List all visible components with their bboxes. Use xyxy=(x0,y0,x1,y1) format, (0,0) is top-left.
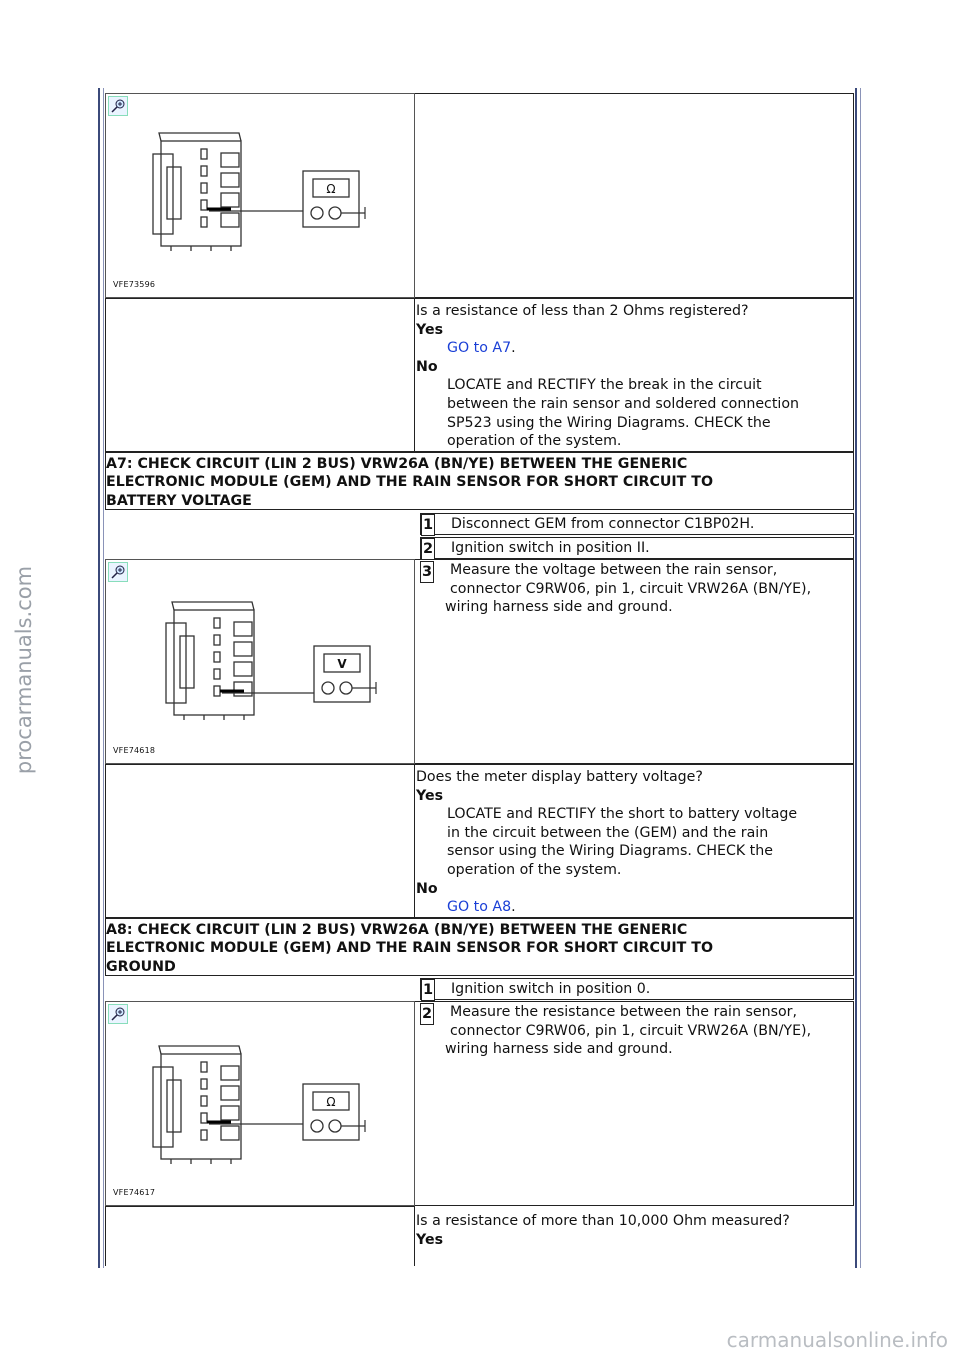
result-row-a7-left xyxy=(105,764,415,918)
question: Is a resistance of less than 2 Ohms registered? xyxy=(416,303,749,319)
page-left-rule-inner xyxy=(103,88,104,1268)
a6-result-text: Is a resistance of less than 2 Ohms registered? Yes GO to A7. No LOCATE and RECTIFY the break in the circuit between the rain sensor and soldered connection SP523 using the Wiring Diagrams. CHECK the operation of the system. xyxy=(416,302,852,451)
figure-1 xyxy=(105,93,415,298)
step-number: 1 xyxy=(421,979,435,1001)
result-row-a6-left xyxy=(105,298,415,452)
yes-label: Yes xyxy=(416,321,444,338)
figure-2 xyxy=(105,559,415,764)
step-number: 2 xyxy=(420,1003,434,1025)
page-left-rule xyxy=(98,88,100,1268)
zoom-icon[interactable] xyxy=(108,562,128,582)
meter-symbol: Ω xyxy=(326,1095,336,1109)
side-watermark: procarmanuals.com xyxy=(12,565,36,775)
bottom-watermark: carmanualsonline.info xyxy=(726,1328,948,1352)
zoom-icon[interactable] xyxy=(108,96,128,116)
yes-label: Yes xyxy=(416,787,444,804)
blank-cell xyxy=(415,93,854,298)
a7-step-1: 1 Disconnect GEM from connector C1BP02H. xyxy=(420,513,854,535)
figure-id: VFE73596 xyxy=(113,280,156,289)
a8-heading: A8: CHECK CIRCUIT (LIN 2 BUS) VRW26A (BN/YE) BETWEEN THE GENERIC ELECTRONIC MODULE (GEM) AND THE RAIN SENSOR FOR SHORT CIRCUIT TO GROUND xyxy=(105,918,854,976)
step-number: 1 xyxy=(421,514,435,536)
no-label: No xyxy=(416,880,438,897)
meter-symbol: Ω xyxy=(326,182,336,196)
connector-ohmmeter-diagram xyxy=(151,1042,451,1222)
yes-action: LOCATE and RECTIFY the short to battery voltage in the circuit between the (GEM) and the rain sensor using the Wiring Diagrams. CHECK the operation of the system. xyxy=(447,806,798,878)
connector-ohmmeter-diagram xyxy=(151,129,451,309)
result-row-a8-left xyxy=(105,1206,415,1266)
a7-result-text: Does the meter display battery voltage? Yes LOCATE and RECTIFY the short to battery voltage in the circuit between the (GEM) and the rain sensor using the Wiring Diagrams. CHECK the operation of the system. No GO to A8. xyxy=(416,768,852,917)
meter-symbol: V xyxy=(337,657,347,671)
figure-id: VFE74618 xyxy=(113,746,156,755)
page-right-rule-inner xyxy=(860,88,861,1268)
a8-result-text: Is a resistance of more than 10,000 Ohm measured? Yes xyxy=(416,1212,852,1249)
a7-step-2: 2 Ignition switch in position II. xyxy=(420,537,854,559)
go-to-a7-link[interactable]: GO to A7 xyxy=(447,340,512,357)
page-right-rule xyxy=(855,88,857,1268)
figure-3 xyxy=(105,1001,415,1206)
a7-heading: A7: CHECK CIRCUIT (LIN 2 BUS) VRW26A (BN/YE) BETWEEN THE GENERIC ELECTRONIC MODULE (GEM) AND THE RAIN SENSOR FOR SHORT CIRCUIT TO BATTERY VOLTAGE xyxy=(105,452,854,510)
a8-step-2-text: Measure the resistance between the rain sensor, connector C9RW06, pin 1, circuit VRW26A (BN/YE), wiring harness side and ground. xyxy=(445,1004,812,1058)
no-label: No xyxy=(416,358,438,375)
zoom-icon[interactable] xyxy=(108,1004,128,1024)
a8-step-1: 1 Ignition switch in position 0. xyxy=(420,978,854,1000)
a7-step-3-text: Measure the voltage between the rain sensor, connector C9RW06, pin 1, circuit VRW26A (BN/YE), wiring harness side and ground. xyxy=(445,562,812,616)
figure-id: VFE74617 xyxy=(113,1188,156,1197)
step-number: 2 xyxy=(421,538,435,560)
no-action: LOCATE and RECTIFY the break in the circuit between the rain sensor and soldered connection SP523 using the Wiring Diagrams. CHECK the operation of the system. xyxy=(447,377,800,450)
yes-label: Yes xyxy=(416,1231,444,1248)
go-to-a8-link[interactable]: GO to A8 xyxy=(447,899,512,916)
step-number: 3 xyxy=(420,561,434,583)
